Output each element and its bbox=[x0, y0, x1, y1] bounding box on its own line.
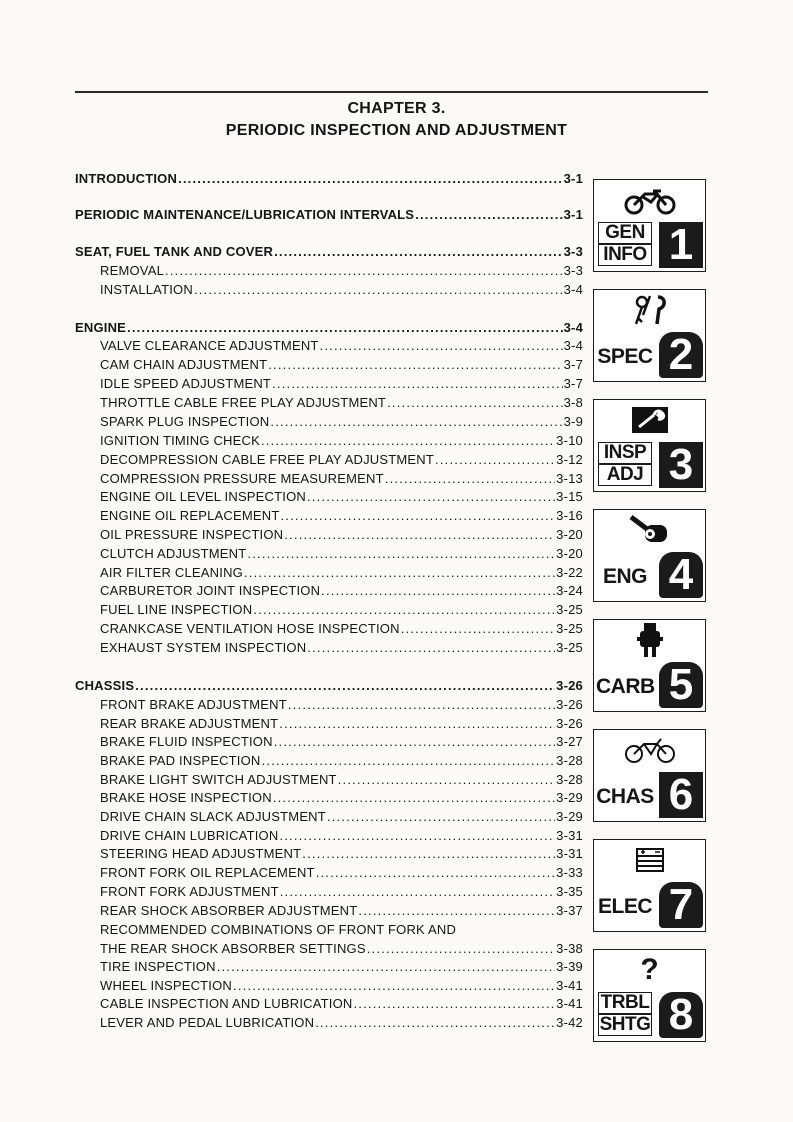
toc-dot-leader bbox=[338, 771, 555, 788]
toc-dot-leader bbox=[279, 827, 555, 844]
toc-page-number: 3-24 bbox=[556, 583, 583, 598]
toc-dot-leader bbox=[315, 1014, 555, 1031]
chapter-tab-label: CHAS bbox=[596, 785, 654, 808]
toc-entry-title: THROTTLE CABLE FREE PLAY ADJUSTMENT bbox=[100, 395, 387, 410]
toc-subentry[interactable] bbox=[100, 432, 583, 449]
toc-subentry[interactable] bbox=[100, 883, 583, 900]
toc-page-number: 3-41 bbox=[556, 978, 583, 993]
toc-page-number: 3-41 bbox=[556, 996, 583, 1011]
chapter-tab-2[interactable] bbox=[593, 289, 706, 382]
motorcycle-icon bbox=[594, 180, 705, 220]
toc-subentry[interactable] bbox=[100, 620, 583, 637]
chapter-tab-1[interactable] bbox=[593, 179, 706, 272]
toc-entry-title: ENGINE OIL LEVEL INSPECTION bbox=[100, 489, 306, 504]
toc-dot-leader bbox=[272, 375, 563, 392]
question-mark-icon: ? bbox=[640, 953, 659, 986]
toc-dot-leader bbox=[321, 582, 555, 599]
toc-page-number: 3-33 bbox=[556, 865, 583, 880]
toc-subentry[interactable] bbox=[100, 715, 583, 732]
toc-entry-title: RECOMMENDED COMBINATIONS OF FRONT FORK AND bbox=[100, 922, 457, 937]
chapter-tab-number: 2 bbox=[659, 332, 703, 378]
toc-section[interactable] bbox=[75, 170, 583, 187]
toc-entry-title: CARBURETOR JOINT INSPECTION bbox=[100, 583, 321, 598]
toc-dot-leader bbox=[279, 715, 555, 732]
toc-page-number: 3-31 bbox=[556, 846, 583, 861]
toc-page-number: 3-9 bbox=[563, 414, 583, 429]
toc-dot-leader bbox=[354, 995, 556, 1012]
toc-entry-title: IDLE SPEED ADJUSTMENT bbox=[100, 376, 272, 391]
toc-dot-leader bbox=[327, 808, 555, 825]
toc-subentry[interactable] bbox=[100, 752, 583, 769]
toc-dot-leader bbox=[262, 752, 556, 769]
chapter-tab-8[interactable] bbox=[593, 949, 706, 1042]
toc-page-number: 3-12 bbox=[556, 452, 583, 467]
toc-dot-leader bbox=[280, 507, 555, 524]
chapter-tab-number: 7 bbox=[659, 882, 703, 928]
toc-dot-leader bbox=[288, 696, 555, 713]
toc-page-number: 3-8 bbox=[563, 395, 583, 410]
toc-page-number: 3-31 bbox=[556, 828, 583, 843]
toc-dot-leader bbox=[280, 883, 555, 900]
toc-entry-title: SEAT, FUEL TANK AND COVER bbox=[75, 244, 274, 259]
toc-subentry[interactable] bbox=[100, 281, 583, 298]
toc-dot-leader bbox=[135, 677, 555, 694]
chassis-bike-icon bbox=[594, 730, 705, 770]
chapter-tab-number: 4 bbox=[659, 552, 703, 598]
toc-entry-title: CABLE INSPECTION AND LUBRICATION bbox=[100, 996, 353, 1011]
toc-subentry[interactable] bbox=[100, 639, 583, 656]
toc-page-number: 3-28 bbox=[556, 753, 583, 768]
toc-subentry[interactable] bbox=[100, 451, 583, 468]
chapter-tab-3[interactable] bbox=[593, 399, 706, 492]
toc-page-number: 3-26 bbox=[556, 678, 583, 693]
chapter-tab-number: 5 bbox=[659, 662, 703, 708]
toc-dot-leader bbox=[268, 356, 562, 373]
toc-page-number: 3-26 bbox=[556, 697, 583, 712]
toc-subentry[interactable] bbox=[100, 1014, 583, 1031]
chapter-tab-6[interactable] bbox=[593, 729, 706, 822]
toc-dot-leader bbox=[273, 789, 555, 806]
toc-entry-title: THE REAR SHOCK ABSORBER SETTINGS bbox=[100, 941, 366, 956]
toc-section[interactable] bbox=[75, 319, 583, 336]
toc-entry-title: EXHAUST SYSTEM INSPECTION bbox=[100, 640, 307, 655]
toc-entry-title: SPARK PLUG INSPECTION bbox=[100, 414, 270, 429]
toc-page-number: 3-3 bbox=[563, 244, 583, 259]
toc-page-number: 3-20 bbox=[556, 546, 583, 561]
chapter-tab-label: ELEC bbox=[597, 895, 652, 918]
toc-subentry[interactable] bbox=[100, 977, 583, 994]
toc-page-number: 3-26 bbox=[556, 716, 583, 731]
chapter-tab-label: SPEC bbox=[597, 345, 653, 368]
toc-dot-leader bbox=[316, 864, 555, 881]
toc-page-number: 3-4 bbox=[563, 282, 583, 297]
toc-subentry[interactable] bbox=[100, 356, 583, 373]
chapter-tab-label: TRBL SHTG bbox=[599, 992, 651, 1035]
chapter-tab-label: CARB bbox=[596, 675, 655, 698]
toc-entry-title: BRAKE PAD INSPECTION bbox=[100, 753, 261, 768]
toc-dot-leader bbox=[387, 394, 563, 411]
toc-dot-leader bbox=[127, 319, 563, 336]
toc-dot-leader bbox=[261, 432, 555, 449]
toc-dot-leader bbox=[270, 413, 562, 430]
toc-entry-title: REAR BRAKE ADJUSTMENT bbox=[100, 716, 279, 731]
piston-icon bbox=[594, 510, 705, 550]
toc-entry-title: FRONT FORK OIL REPLACEMENT bbox=[100, 865, 315, 880]
toc-subentry[interactable] bbox=[100, 808, 583, 825]
toc-entry-title: CAM CHAIN ADJUSTMENT bbox=[100, 357, 268, 372]
toc-dot-leader bbox=[435, 451, 555, 468]
toc-entry-title: WHEEL INSPECTION bbox=[100, 978, 233, 993]
toc-entry-title: FUEL LINE INSPECTION bbox=[100, 602, 253, 617]
toc-page-number: 3-38 bbox=[556, 941, 583, 956]
chapter-tab-5[interactable] bbox=[593, 619, 706, 712]
toc-subentry[interactable] bbox=[100, 733, 583, 750]
toc-page-number: 3-10 bbox=[556, 433, 583, 448]
toc-entry-title: INSTALLATION bbox=[100, 282, 193, 297]
toc-subentry[interactable] bbox=[100, 394, 583, 411]
toc-page-number: 3-29 bbox=[556, 790, 583, 805]
toc-subentry[interactable] bbox=[100, 413, 583, 430]
toc-dot-leader bbox=[165, 262, 563, 279]
toc-page-number: 3-35 bbox=[556, 884, 583, 899]
toc-entry-title: FRONT BRAKE ADJUSTMENT bbox=[100, 697, 287, 712]
toc-subentry[interactable] bbox=[100, 771, 583, 788]
toc-entry-title: OIL PRESSURE INSPECTION bbox=[100, 527, 284, 542]
toc-entry-title: CLUTCH ADJUSTMENT bbox=[100, 546, 247, 561]
toc-subentry[interactable] bbox=[100, 375, 583, 392]
toc-subentry[interactable] bbox=[100, 864, 583, 881]
toc-dot-leader bbox=[178, 170, 563, 187]
chapter-tab-4[interactable] bbox=[593, 509, 706, 602]
toc-page-number: 3-16 bbox=[556, 508, 583, 523]
toc-page-number: 3-22 bbox=[556, 565, 583, 580]
toc-entry-title: VALVE CLEARANCE ADJUSTMENT bbox=[100, 338, 319, 353]
chapter-number: CHAPTER 3. bbox=[347, 100, 446, 117]
toc-dot-leader bbox=[302, 845, 555, 862]
toc-dot-leader bbox=[274, 733, 555, 750]
chapter-tab-number: 8 bbox=[659, 992, 703, 1038]
toc-subentry[interactable] bbox=[100, 601, 583, 618]
toc-page-number: 3-39 bbox=[556, 959, 583, 974]
toc-entry-title: ENGINE bbox=[75, 320, 127, 335]
toc-page-number: 3-1 bbox=[563, 171, 583, 186]
toc-page-number: 3-29 bbox=[556, 809, 583, 824]
toc-dot-leader bbox=[307, 639, 555, 656]
toc-page-number: 3-7 bbox=[563, 357, 583, 372]
toc-entry-title: INTRODUCTION bbox=[75, 171, 178, 186]
toc-subentry[interactable] bbox=[100, 845, 583, 862]
toc-subentry[interactable] bbox=[100, 902, 583, 919]
toc-entry-title: TIRE INSPECTION bbox=[100, 959, 216, 974]
toc-entry-title: BRAKE LIGHT SWITCH ADJUSTMENT bbox=[100, 772, 337, 787]
toc-dot-leader bbox=[274, 243, 563, 260]
toc-entry-title: STEERING HEAD ADJUSTMENT bbox=[100, 846, 302, 861]
toc-page-number: 3-15 bbox=[556, 489, 583, 504]
carburetor-icon bbox=[594, 620, 705, 660]
toc-page-number: 3-28 bbox=[556, 772, 583, 787]
toc-dot-leader bbox=[284, 526, 555, 543]
toc-section[interactable] bbox=[75, 243, 583, 260]
toc-entry-title: IGNITION TIMING CHECK bbox=[100, 433, 260, 448]
toc-subentry[interactable] bbox=[100, 262, 583, 279]
toc-page-number: 3-3 bbox=[563, 263, 583, 278]
toc-dot-leader bbox=[253, 601, 555, 618]
toc-page-number: 3-25 bbox=[556, 621, 583, 636]
toc-entry-title: DECOMPRESSION CABLE FREE PLAY ADJUSTMENT bbox=[100, 452, 435, 467]
toc-subentry[interactable] bbox=[100, 526, 583, 543]
toc-subentry[interactable] bbox=[100, 545, 583, 562]
toc-subentry[interactable] bbox=[100, 696, 583, 713]
toc-entry-title: AIR FILTER CLEANING bbox=[100, 565, 243, 580]
toc-page-number: 3-37 bbox=[556, 903, 583, 918]
toc-page-number: 3-4 bbox=[563, 338, 583, 353]
toc-dot-leader bbox=[217, 958, 555, 975]
chapter-tab-number: 6 bbox=[659, 772, 703, 818]
chapter-tab-label: INSP ADJ bbox=[596, 442, 654, 486]
toc-dot-leader bbox=[415, 206, 562, 223]
toc-entry-title: REMOVAL bbox=[100, 263, 165, 278]
toc-entry-title: DRIVE CHAIN SLACK ADJUSTMENT bbox=[100, 809, 326, 824]
chapter-tab-7[interactable] bbox=[593, 839, 706, 932]
toc-entry-title: PERIODIC MAINTENANCE/LUBRICATION INTERVALS bbox=[75, 207, 415, 222]
chapter-tab-number: 3 bbox=[659, 442, 703, 488]
toc-subentry[interactable] bbox=[100, 940, 583, 957]
toc-page-number: 3-25 bbox=[556, 602, 583, 617]
toc-subentry[interactable] bbox=[100, 827, 583, 844]
toc-subentry[interactable] bbox=[100, 921, 583, 938]
toc-section[interactable] bbox=[75, 677, 583, 694]
toc-subentry[interactable] bbox=[100, 958, 583, 975]
toc-page-number: 3-25 bbox=[556, 640, 583, 655]
toc-subentry[interactable] bbox=[100, 564, 583, 581]
toc-subentry[interactable] bbox=[100, 789, 583, 806]
chapter-tab-label: GEN INFO bbox=[596, 222, 654, 266]
toc-dot-leader bbox=[247, 545, 555, 562]
battery-icon bbox=[594, 840, 705, 880]
toc-subentry[interactable] bbox=[100, 337, 583, 354]
toc-dot-leader bbox=[367, 940, 555, 957]
toc-dot-leader bbox=[385, 470, 555, 487]
toc-dot-leader bbox=[320, 337, 563, 354]
toc-entry-title: BRAKE HOSE INSPECTION bbox=[100, 790, 272, 805]
tools-icon bbox=[594, 290, 705, 330]
toc-page-number: 3-7 bbox=[563, 376, 583, 391]
wrench-icon bbox=[594, 400, 705, 440]
toc-entry-title: COMPRESSION PRESSURE MEASUREMENT bbox=[100, 471, 384, 486]
toc-entry-title: LEVER AND PEDAL LUBRICATION bbox=[100, 1015, 315, 1030]
toc-entry-title: ENGINE OIL REPLACEMENT bbox=[100, 508, 280, 523]
toc-section[interactable] bbox=[75, 206, 583, 223]
toc-page-number: 3-1 bbox=[563, 207, 583, 222]
toc-dot-leader bbox=[244, 564, 555, 581]
toc-entry-title: CHASSIS bbox=[75, 678, 135, 693]
toc-subentry[interactable] bbox=[100, 582, 583, 599]
toc-page-number: 3-4 bbox=[563, 320, 583, 335]
toc-page-number: 3-42 bbox=[556, 1015, 583, 1030]
toc-entry-title: DRIVE CHAIN LUBRICATION bbox=[100, 828, 279, 843]
toc-page-number: 3-27 bbox=[556, 734, 583, 749]
toc-entry-title: FRONT FORK ADJUSTMENT bbox=[100, 884, 279, 899]
toc-entry-title: BRAKE FLUID INSPECTION bbox=[100, 734, 273, 749]
toc-dot-leader bbox=[307, 488, 555, 505]
chapter-tab-number: 1 bbox=[659, 222, 703, 268]
toc-page-number: 3-13 bbox=[556, 471, 583, 486]
toc-dot-leader bbox=[401, 620, 555, 637]
toc-page-number: 3-20 bbox=[556, 527, 583, 542]
toc-subentry[interactable] bbox=[100, 507, 583, 524]
toc-entry-title: CRANKCASE VENTILATION HOSE INSPECTION bbox=[100, 621, 400, 636]
toc-dot-leader bbox=[194, 281, 563, 298]
toc-dot-leader bbox=[358, 902, 555, 919]
chapter-title: PERIODIC INSPECTION AND ADJUSTMENT bbox=[225, 122, 568, 139]
toc-subentry[interactable] bbox=[100, 470, 583, 487]
toc-subentry[interactable] bbox=[100, 995, 583, 1012]
chapter-tab-label: ENG bbox=[602, 565, 647, 588]
toc-subentry[interactable] bbox=[100, 488, 583, 505]
toc-dot-leader bbox=[233, 977, 555, 994]
toc-entry-title: REAR SHOCK ABSORBER ADJUSTMENT bbox=[100, 903, 358, 918]
